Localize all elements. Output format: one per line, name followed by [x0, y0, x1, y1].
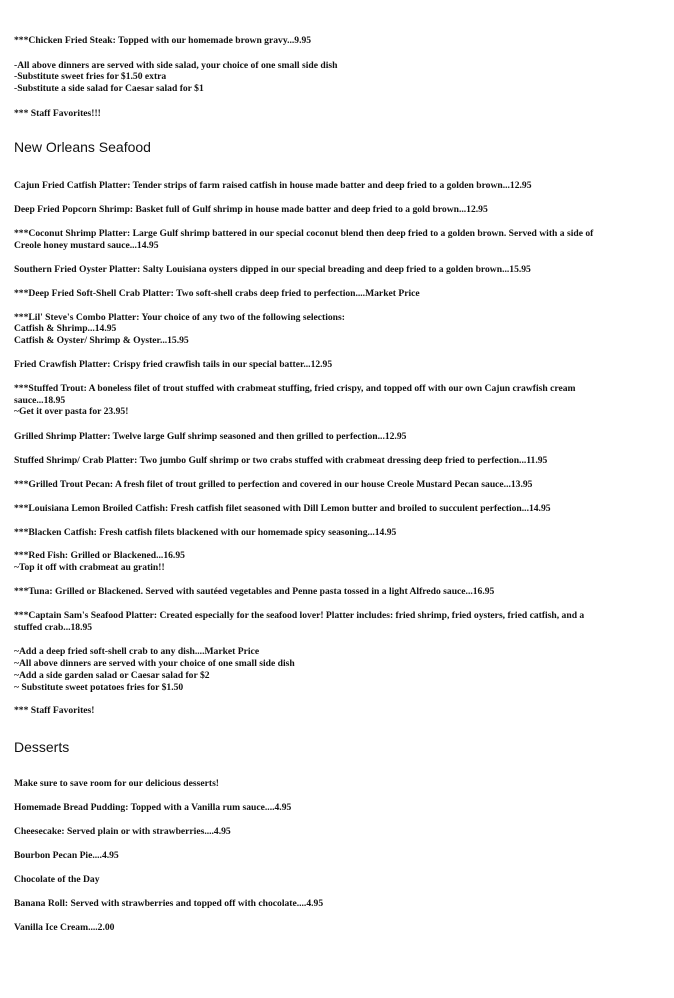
menu-item-stuffed-trout: ***Stuffed Trout: A boneless filet of trout stuffed with crabmeat stuffing, fried crispy, and topped off with our own Cajun crawfish cream: [14, 383, 576, 394]
staff-favorites-note: *** Staff Favorites!!!: [14, 108, 101, 119]
menu-item-vanilla-ice-cream: Vanilla Ice Cream....2.00: [14, 922, 115, 933]
desserts-intro: Make sure to save room for our delicious desserts!: [14, 778, 220, 789]
menu-item-soft-shell-crab: ***Deep Fried Soft-Shell Crab Platter: Two soft-shell crabs deep fried to perfection....Market Price: [14, 288, 420, 299]
menu-item-cheesecake: Cheesecake: Served plain or with strawberries....4.95: [14, 826, 231, 837]
menu-item-popcorn-shrimp: Deep Fried Popcorn Shrimp: Basket full of Gulf shrimp in house made batter and deep fried to a gold brown...12.95: [14, 204, 488, 215]
menu-item-chocolate-of-day: Chocolate of the Day: [14, 874, 100, 885]
menu-item-seafood-platter-cont: stuffed crab...18.95: [14, 622, 93, 633]
menu-item-fried-oyster: Southern Fried Oyster Platter: Salty Louisiana oysters dipped in our special breading and deep fried to a golden brown...15.95: [14, 264, 531, 275]
menu-item-combo-option-2: Catfish & Oyster/ Shrimp & Oyster...15.95: [14, 335, 189, 346]
section-heading-desserts: Desserts: [14, 739, 70, 755]
menu-item-blacken-catfish: ***Blacken Catfish: Fresh catfish filets blackened with our homemade spicy seasoning...14.95: [14, 527, 397, 538]
menu-item-banana-roll: Banana Roll: Served with strawberries and topped off with chocolate....4.95: [14, 898, 324, 909]
menu-item-coconut-shrimp: ***Coconut Shrimp Platter: Large Gulf shrimp battered in our special coconut blend then deep fried to a golden brown. Served with a side of: [14, 228, 594, 239]
menu-item-fried-crawfish: Fried Crawfish Platter: Crispy fried crawfish tails in our special batter...12.95: [14, 359, 333, 370]
menu-item-cajun-catfish: Cajun Fried Catfish Platter: Tender strips of farm raised catfish in house made batter and deep fried to a golden brown...12.95: [14, 180, 532, 191]
menu-item-combo-platter: ***Lil' Steve's Combo Platter: Your choice of any two of the following selections:: [14, 312, 345, 323]
menu-item-coconut-shrimp-cont: Creole honey mustard sauce...14.95: [14, 240, 159, 251]
menu-item-seafood-platter: ***Captain Sam's Seafood Platter: Created especially for the seafood lover! Platter includes: fried shrimp, fried oysters, fried catfish, and a: [14, 610, 585, 621]
menu-note-caesar: -Substitute a side salad for Caesar salad for $1: [14, 83, 204, 94]
menu-item-stuffed-trout-cont: sauce...18.95: [14, 395, 66, 406]
menu-item-stuffed-shrimp-crab: Stuffed Shrimp/ Crab Platter: Two jumbo Gulf shrimp or two crabs stuffed with crabmeat dressing deep fried to perfection...11.95: [14, 455, 548, 466]
menu-note-side-salad: ~Add a side garden salad or Caesar salad for $2: [14, 670, 210, 681]
menu-note-side-dish: ~All above dinners are served with your choice of one small side dish: [14, 658, 295, 669]
menu-note-dinner-sides: -All above dinners are served with side salad, your choice of one small side dish: [14, 60, 338, 71]
menu-note-sweet-potato-fries: ~ Substitute sweet potatoes fries for $1.50: [14, 682, 184, 693]
menu-item-bourbon-pecan-pie: Bourbon Pecan Pie....4.95: [14, 850, 119, 861]
staff-favorites-note: *** Staff Favorites!: [14, 705, 95, 716]
menu-note-add-crab: ~Add a deep fried soft-shell crab to any dish....Market Price: [14, 646, 260, 657]
menu-item-chicken-fried-steak: ***Chicken Fried Steak: Topped with our homemade brown gravy...9.95: [14, 35, 312, 46]
menu-item-grilled-trout-pecan: ***Grilled Trout Pecan: A fresh filet of trout grilled to perfection and covered in our house Creole Mustard Pecan sauce...13.95: [14, 479, 533, 490]
menu-item-bread-pudding: Homemade Bread Pudding: Topped with a Vanilla rum sauce....4.95: [14, 802, 292, 813]
menu-note-sweet-fries: -Substitute sweet fries for $1.50 extra: [14, 71, 167, 82]
menu-item-tuna: ***Tuna: Grilled or Blackened. Served with sautéed vegetables and Penne pasta tossed in a light Alfredo sauce...16.95: [14, 586, 495, 597]
menu-item-grilled-shrimp: Grilled Shrimp Platter: Twelve large Gulf shrimp seasoned and then grilled to perfection...12.95: [14, 431, 407, 442]
menu-note-au-gratin: ~Top it off with crabmeat au gratin!!: [14, 562, 165, 573]
menu-item-red-fish: ***Red Fish: Grilled or Blackened...16.95: [14, 550, 185, 561]
section-heading-seafood: New Orleans Seafood: [14, 139, 151, 155]
menu-note-over-pasta: ~Get it over pasta for 23.95!: [14, 406, 129, 417]
menu-item-combo-option-1: Catfish & Shrimp...14.95: [14, 323, 117, 334]
menu-item-lemon-catfish: ***Louisiana Lemon Broiled Catfish: Fresh catfish filet seasoned with Dill Lemon butter and broiled to succulent perfection...14.95: [14, 503, 551, 514]
